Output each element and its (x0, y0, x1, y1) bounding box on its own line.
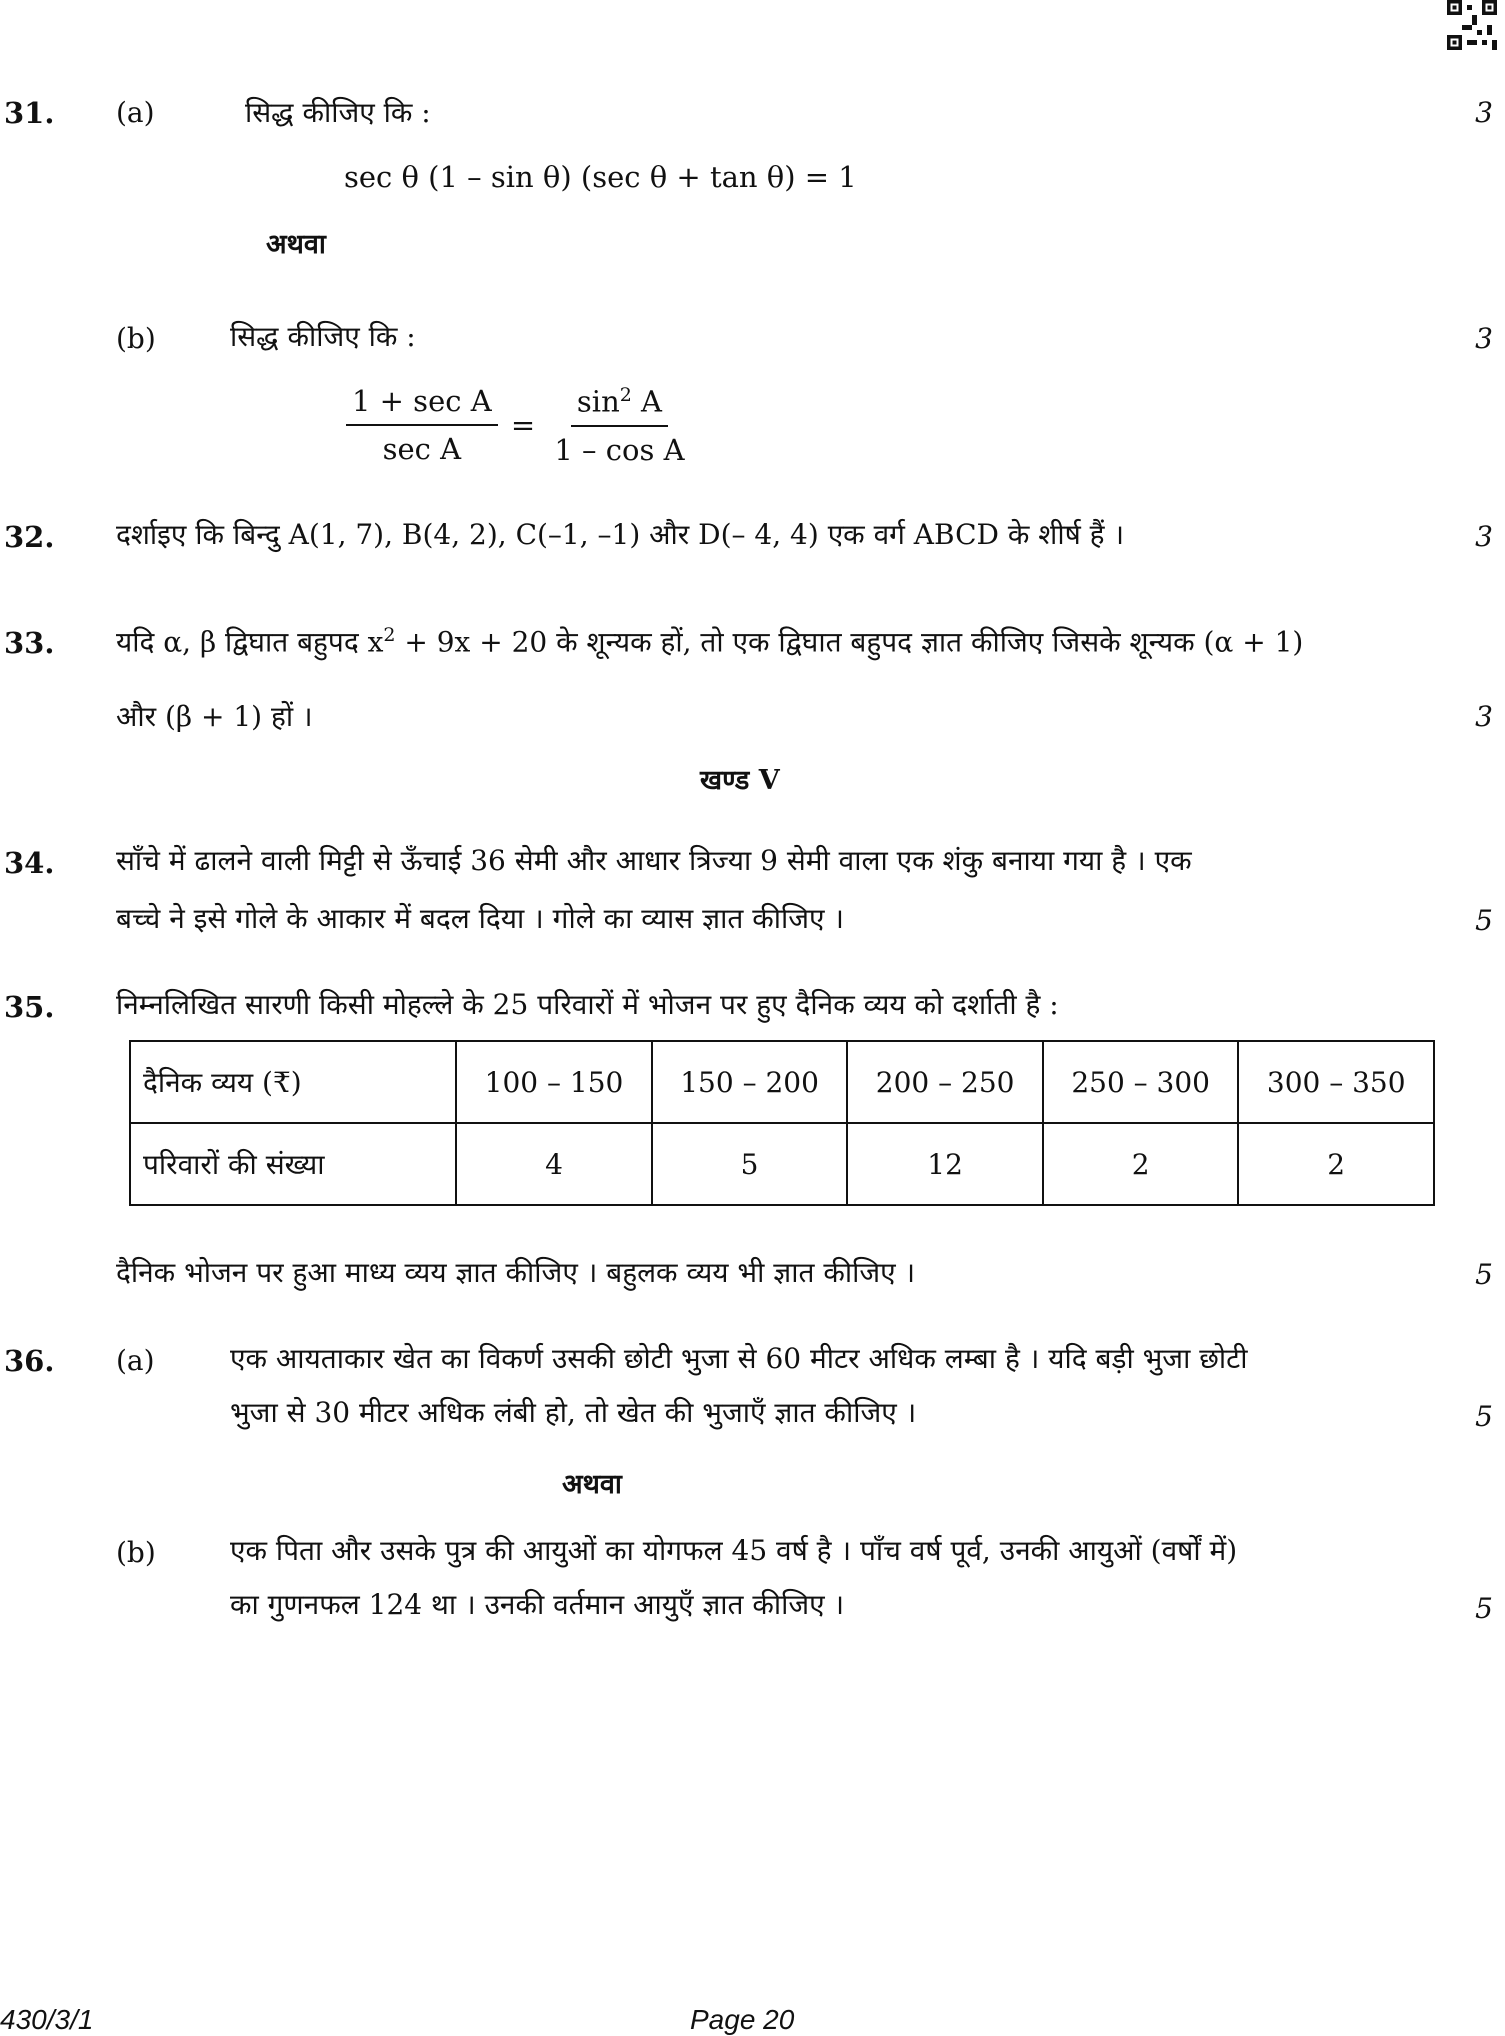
table-header-cell: परिवारों की संख्या (130, 1123, 456, 1205)
question-text-line2: बच्चे ने इसे गोले के आकार में बदल दिया । गोले का व्यास ज्ञात कीजिए । (116, 902, 844, 935)
marks: 5 (1475, 1400, 1493, 1433)
table-cell: 12 (847, 1123, 1043, 1205)
marks: 3 (1475, 700, 1493, 733)
table-row (130, 1041, 1434, 1123)
qr-code-icon (1447, 0, 1497, 50)
marks: 3 (1475, 322, 1493, 355)
question-text: साँचे में ढालने वाली मिट्टी से ऊँचाई 36 सेमी और आधार त्रिज्या 9 सेमी वाला एक शंकु बनाया गया है । एक (116, 844, 1192, 877)
question-prompt: सिद्ध कीजिए कि : (230, 320, 416, 353)
question-text (116, 624, 1303, 659)
lhs-fraction (346, 384, 498, 466)
or-divider: अथवा (562, 1469, 622, 1500)
rhs-num-exponent: 2 (619, 384, 632, 406)
marks: 5 (1475, 1258, 1493, 1291)
rhs-num-main: sin (576, 384, 620, 419)
paper-code: 430/3/1 (0, 2004, 94, 2035)
part-label: (b) (116, 1536, 156, 1569)
question-text: एक पिता और उसके पुत्र की आयुओं का योगफल 45 वर्ष है । पाँच वर्ष पूर्व, उनकी आयुओं (वर्षों में) (230, 1534, 1238, 1567)
question-text: एक आयताकार खेत का विकर्ण उसकी छोटी भुजा से 60 मीटर अधिक लम्बा है । यदि बड़ी भुजा छोटी (230, 1342, 1248, 1375)
table-cell: 5 (652, 1123, 848, 1205)
or-divider: अथवा (266, 229, 326, 260)
frequency-table (129, 1040, 1435, 1206)
table-cell: 200 – 250 (847, 1041, 1043, 1123)
question-text-line2: और (β + 1) हों । (116, 700, 313, 733)
question-number: 36. (4, 1344, 55, 1378)
equals-sign: = (510, 408, 536, 443)
question-number: 34. (4, 846, 55, 880)
question-number: 32. (4, 520, 55, 554)
part-label: (a) (116, 1344, 155, 1377)
table-cell: 150 – 200 (652, 1041, 848, 1123)
question-number: 33. (4, 626, 55, 660)
rhs-num-tail: A (631, 384, 663, 419)
table-cell: 100 – 150 (456, 1041, 652, 1123)
lhs-numerator: 1 + sec A (346, 384, 498, 426)
marks: 3 (1475, 96, 1493, 129)
table-cell: 4 (456, 1123, 652, 1205)
question-text-line2: का गुणनफल 124 था । उनकी वर्तमान आयुएँ ज्ञात कीजिए । (230, 1588, 845, 1621)
question-text: निम्नलिखित सारणी किसी मोहल्ले के 25 परिवारों में भोजन पर हुए दैनिक व्यय को दर्शाती है : (116, 988, 1059, 1021)
table-cell: 2 (1043, 1123, 1239, 1205)
table-header-cell: दैनिक व्यय (₹) (130, 1041, 456, 1123)
question-text: दर्शाइए कि बिन्दु A(1, 7), B(4, 2), C(–1, –1) और D(– 4, 4) एक वर्ग ABCD के शीर्ष हैं । (116, 518, 1125, 551)
q33-text-part1: यदि α, β द्विघात बहुपद x (116, 625, 384, 659)
page-number: Page 20 (690, 2004, 795, 2035)
table-cell: 2 (1238, 1123, 1434, 1205)
marks: 5 (1475, 904, 1493, 937)
table-cell: 250 – 300 (1043, 1041, 1239, 1123)
rhs-denominator: 1 – cos A (554, 432, 685, 467)
table-row (130, 1123, 1434, 1205)
section-heading: खण्ड V (700, 765, 780, 796)
rhs-numerator (571, 384, 668, 427)
table-cell: 300 – 350 (1238, 1041, 1434, 1123)
part-label: (a) (116, 96, 155, 129)
fraction-equation (346, 384, 691, 467)
lhs-denominator: sec A (382, 432, 462, 467)
rhs-fraction (548, 384, 690, 467)
marks: 5 (1475, 1592, 1493, 1625)
question-number: 35. (4, 990, 55, 1024)
question-text-line2: भुजा से 30 मीटर अधिक लंबी हो, तो खेत की भुजाएँ ज्ञात कीजिए । (230, 1396, 917, 1429)
part-label: (b) (116, 322, 156, 355)
q33-text-part2: + 9x + 20 के शून्यक हों, तो एक द्विघात बहुपद ज्ञात कीजिए जिसके शून्यक (α + 1) (395, 625, 1304, 659)
marks: 3 (1475, 520, 1493, 553)
question-text-after-table: दैनिक भोजन पर हुआ माध्य व्यय ज्ञात कीजिए । बहुलक व्यय भी ज्ञात कीजिए । (116, 1256, 916, 1289)
equation: sec θ (1 – sin θ) (sec θ + tan θ) = 1 (344, 160, 857, 194)
question-prompt: सिद्ध कीजिए कि : (245, 96, 431, 129)
q33-exponent: 2 (383, 624, 396, 646)
question-number: 31. (4, 96, 55, 130)
